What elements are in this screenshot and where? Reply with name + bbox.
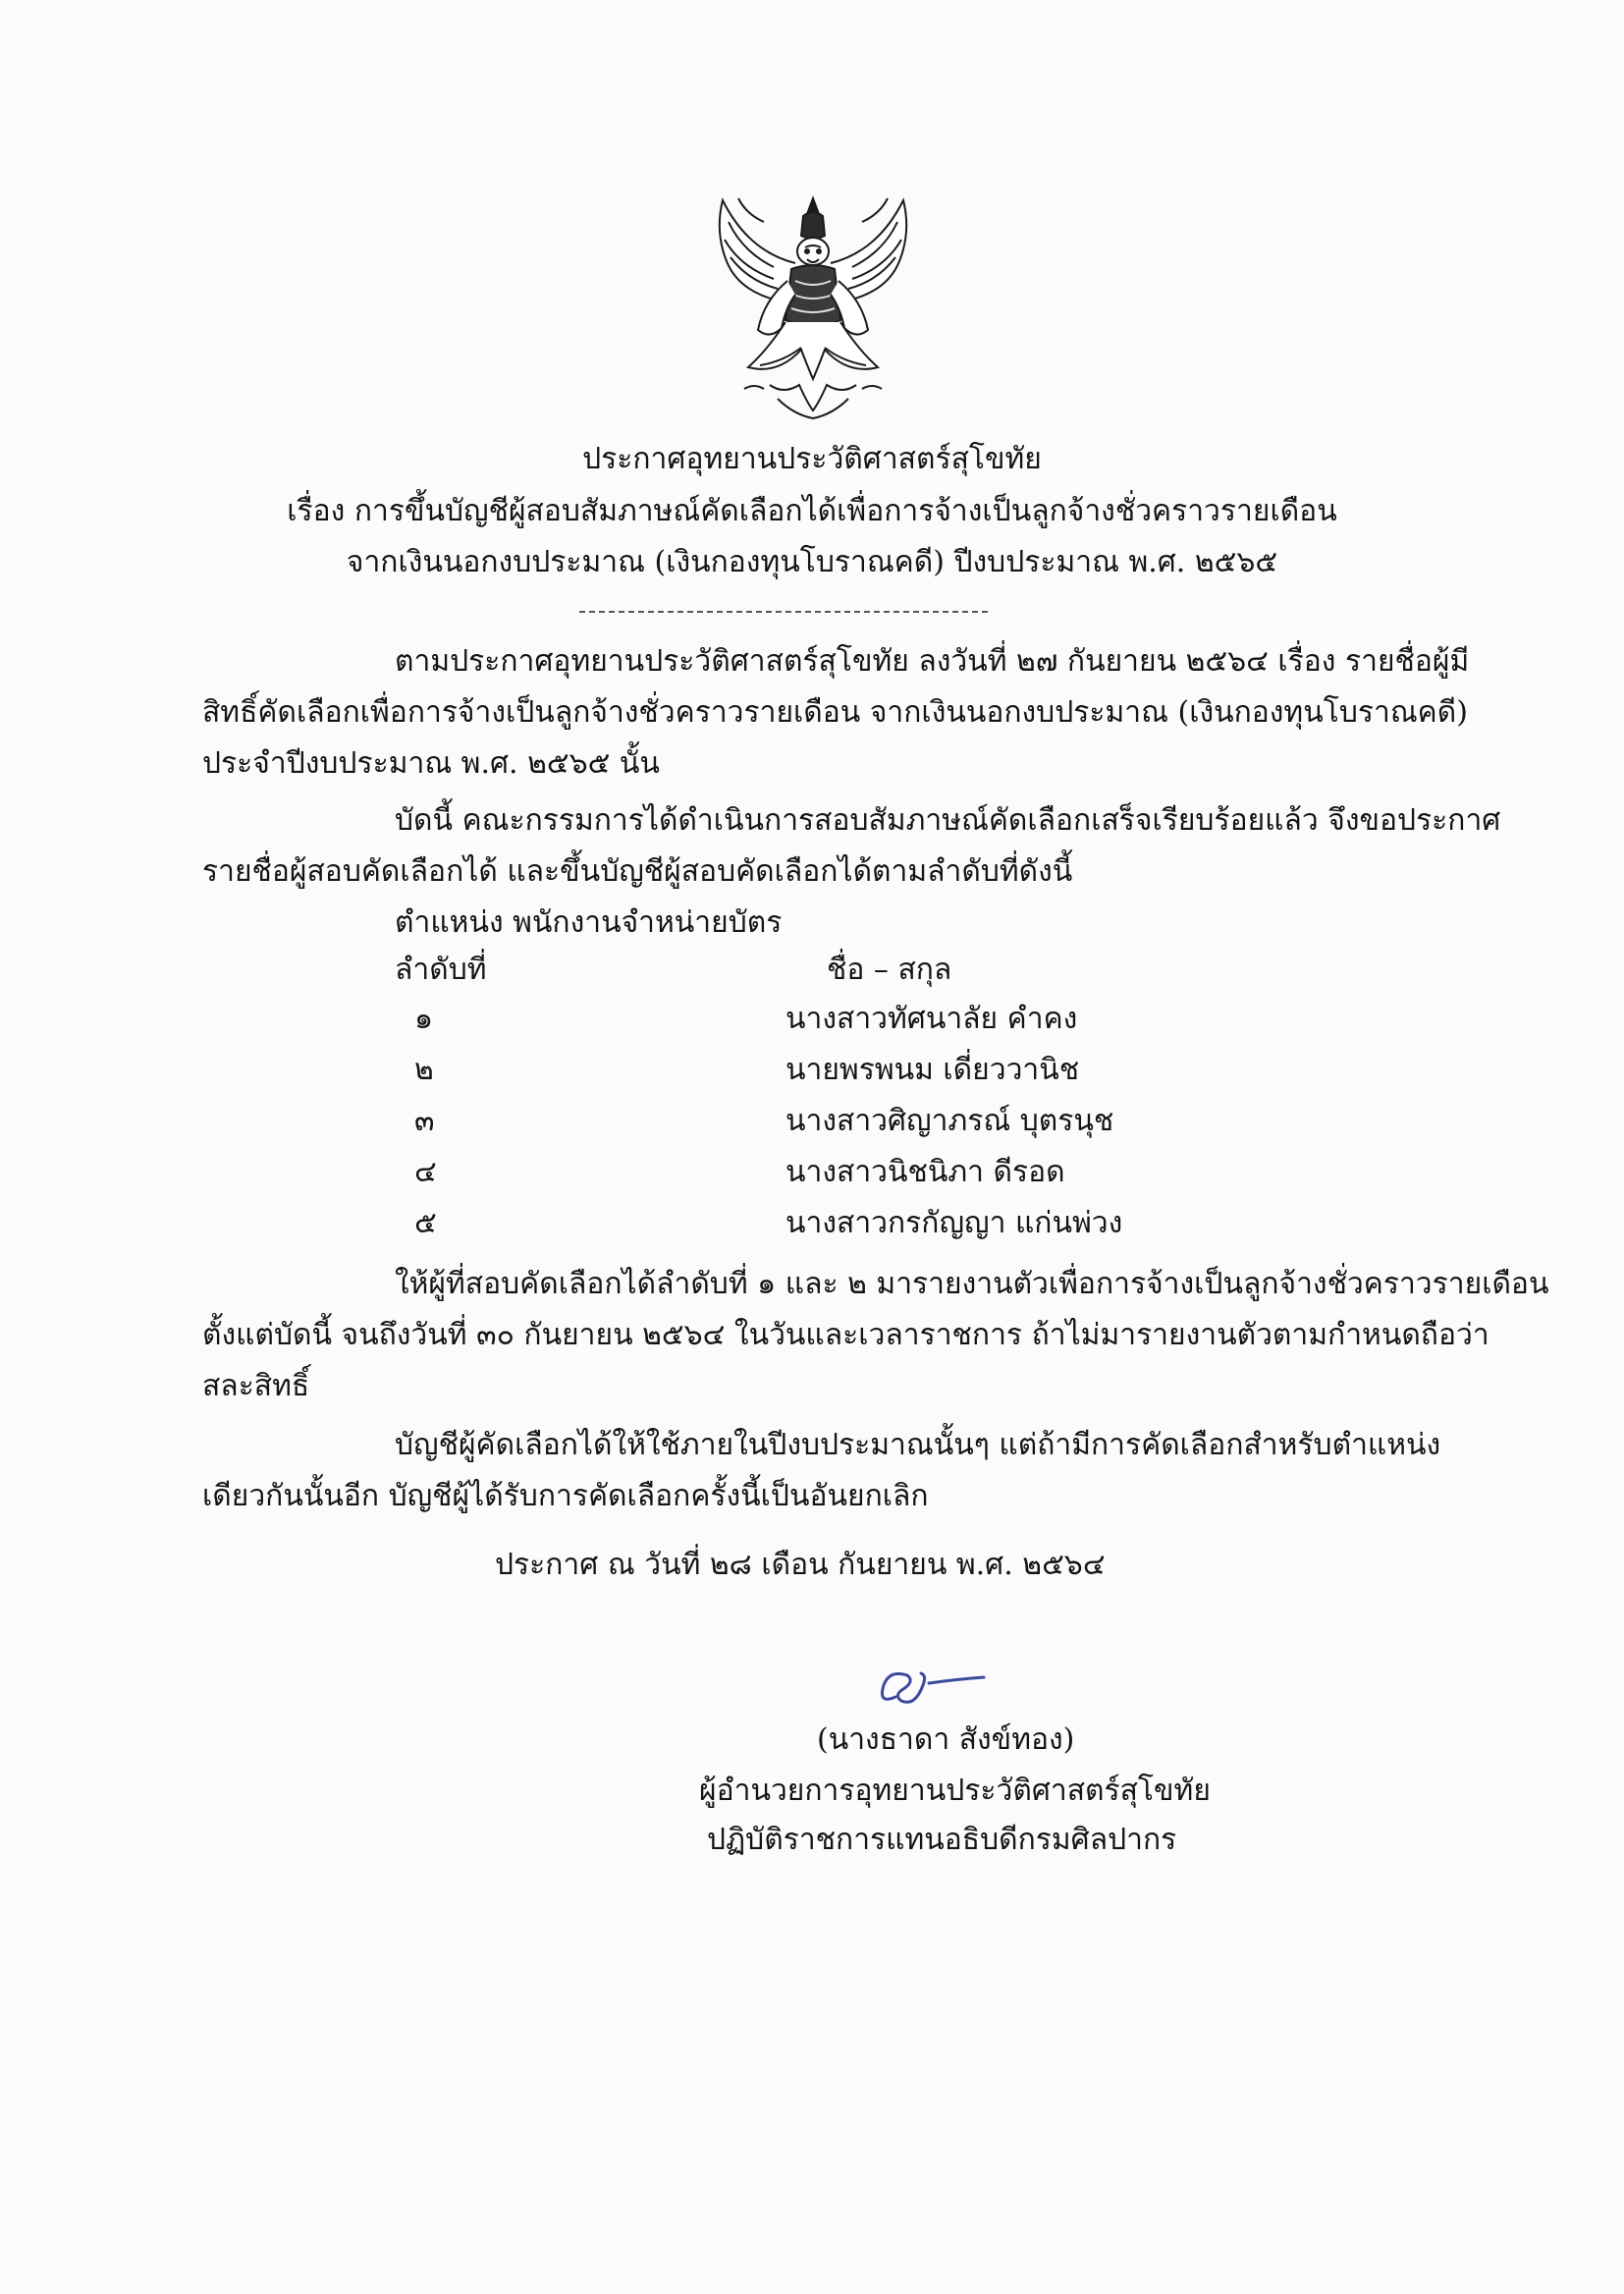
column-header-order: ลำดับที่ [395,953,487,987]
announcement-date: ประกาศ ณ วันที่ ๒๘ เดือน กันยายน พ.ศ. ๒๕๖๔ [495,1548,1106,1582]
paragraph-2-line-2: รายชื่อผู้สอบคัดเลือกได้ และขึ้นบัญชีผู้สอบคัดเลือกได้ตามลำดับที่ดังนี้ [202,854,1073,889]
paragraph-4-line-1: บัญชีผู้คัดเลือกได้ให้ใช้ภายในปีงบประมาณนั้นๆ แต่ถ้ามีการคัดเลือกสำหรับตำแหน่ง [395,1428,1441,1462]
candidate-name: นางสาวกรกัญญา แก่นพ่วง [785,1206,1123,1240]
paragraph-3-line-2: ตั้งแต่บัดนี้ จนถึงวันที่ ๓๐ กันยายน ๒๕๖๔ ในวันและเวลาราชการ ถ้าไม่มารายงานตัวตามกำหนดถือว่า [202,1318,1489,1352]
header-divider [579,611,988,613]
garuda-emblem-icon [709,192,917,422]
candidate-order: ๕ [414,1206,437,1240]
candidate-order: ๒ [414,1053,434,1087]
signature-icon [868,1656,996,1715]
paragraph-3-line-3: สละสิทธิ์ [202,1369,310,1403]
candidate-name: นางสาวศิญาภรณ์ บุตรนุช [785,1104,1114,1138]
position-line: ตำแหน่ง พนักงานจำหน่ายบัตร [395,905,783,940]
signatory-title-2: ปฏิบัติราชการแทนอธิบดีกรมศิลปากร [707,1823,1177,1857]
candidate-order: ๑ [414,1002,434,1036]
paragraph-1-line-3: ประจำปีงบประมาณ พ.ศ. ๒๕๖๕ นั้น [202,746,660,781]
paragraph-3-line-1: ให้ผู้ที่สอบคัดเลือกได้ลำดับที่ ๑ และ ๒ มารายงานตัวเพื่อการจ้างเป็นลูกจ้างชั่วคราวรายเดือน [395,1267,1549,1301]
paragraph-4-line-2: เดียวกันนั้นอีก บัญชีผู้ได้รับการคัดเลือกครั้งนี้เป็นอันยกเลิก [202,1479,929,1513]
candidate-name: นายพรพนม เดี่ยววานิช [785,1053,1080,1087]
signatory-name: (นางธาดา สังข์ทอง) [817,1722,1075,1757]
announcement-subject-line-1: เรื่อง การขึ้นบัญชีผู้สอบสัมภาษณ์คัดเลือกได้เพื่อการจ้างเป็นลูกจ้างชั่วคราวรายเดือน [287,494,1337,528]
candidate-order: ๓ [414,1104,435,1138]
candidate-name: นางสาวนิชนิภา ดีรอด [785,1155,1065,1189]
paragraph-1-line-2: สิทธิ์คัดเลือกเพื่อการจ้างเป็นลูกจ้างชั่วคราวรายเดือน จากเงินนอกงบประมาณ (เงินกองทุนโบราณคดี) [202,695,1468,730]
announcement-subject-line-2: จากเงินนอกงบประมาณ (เงินกองทุนโบราณคดี) ปีงบประมาณ พ.ศ. ๒๕๖๕ [346,545,1278,579]
column-header-name: ชื่อ – สกุล [827,953,952,987]
candidate-order: ๔ [414,1155,437,1189]
signatory-title-1: ผู้อำนวยการอุทยานประวัติศาสตร์สุโขทัย [699,1774,1211,1808]
announcement-title: ประกาศอุทยานประวัติศาสตร์สุโขทัย [582,442,1042,476]
paragraph-2-line-1: บัดนี้ คณะกรรมการได้ดำเนินการสอบสัมภาษณ์คัดเลือกเสร็จเรียบร้อยแล้ว จึงขอประกาศ [395,803,1501,838]
candidate-name: นางสาวทัศนาลัย คำคง [785,1002,1078,1036]
paragraph-1-line-1: ตามประกาศอุทยานประวัติศาสตร์สุโขทัย ลงวันที่ ๒๗ กันยายน ๒๕๖๔ เรื่อง รายชื่อผู้มี [395,644,1470,679]
